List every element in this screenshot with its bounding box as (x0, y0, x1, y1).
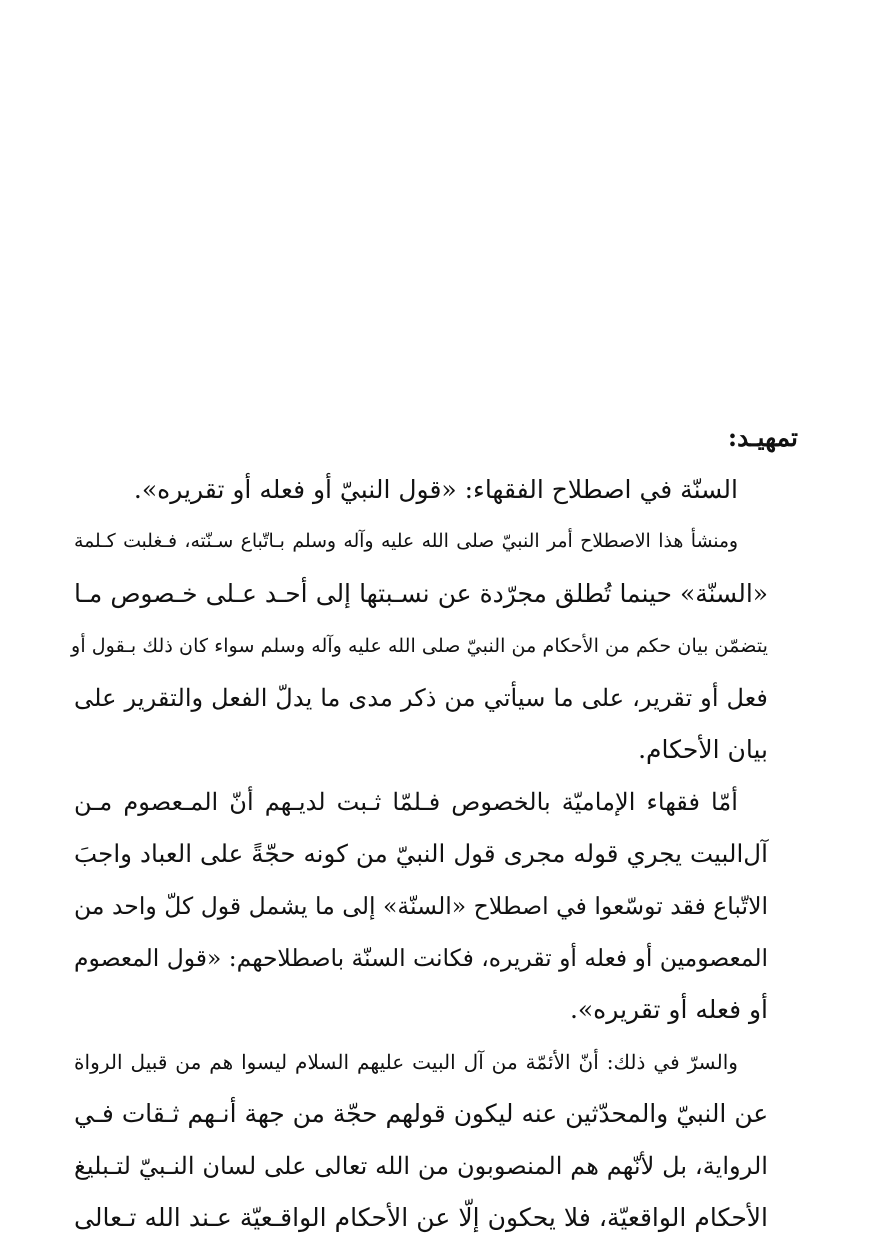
document-body (71, 412, 798, 1244)
text-line: والسرّ في ذلك: أنّ الأئمّة من آل البيت عليهم السلام ليسوا هم من قبيل الرواة (74, 1050, 738, 1074)
text-line: ومنشأ هذا الاصطلاح أمر النبيّ صلى الله عليه وآله وسلم بـاتّباع سـنّته، فـغلبت كـلمة (74, 531, 738, 552)
text-line: السنّة في اصطلاح الفقهاء: «قول النبيّ أو فعله أو تقريره». (133, 475, 738, 504)
text-line: الأحكام الواقعيّة، فلا يحكون إلّا عن الأحكام الواقـعيّة عـند الله تـعالى (74, 1203, 768, 1232)
section-heading: تمهيـد: (727, 423, 798, 452)
text-line: يتضمّن بيان حكم من الأحكام من النبيّ صلى الله عليه وآله وسلم سواء كان ذلك بـقول أو (71, 634, 768, 657)
text-line: الرواية، بل لأنّهم هم المنصوبون من الله تعالى على لسان النـبيّ لتـبليغ (74, 1152, 768, 1180)
text-line: المعصومين أو فعله أو تقريره، فكانت السنّة باصطلاحهم: «قول المعصوم (74, 944, 768, 972)
text-line: آل‌البيت يجري قوله مجرى قول النبيّ من كونه حجّةً على العباد واجبَ (74, 839, 768, 868)
paragraph-imamiyya (74, 776, 798, 1036)
text-line: بيان الأحكام. (638, 735, 768, 764)
text-line: أمّا فقهاء الإماميّة بالخصوص فـلمّا ثـبت لديـهم أنّ المـعصوم مـن (74, 788, 738, 816)
text-line: فعل أو تقرير، على ما سيأتي من ذكر مدى ما يدلّ الفعل والتقرير على (74, 684, 768, 712)
text-line: أو فعله أو تقريره». (569, 995, 768, 1024)
text-line: الاتّباع فقد توسّعوا في اصطلاح «السنّة» إلى ما يشمل قول كلّ واحد من (74, 892, 768, 920)
paragraph-reason (74, 1036, 798, 1244)
text-line: عن النبيّ والمحدّثين عنه ليكون قولهم حجّة من جهة أنـهم ثـقات فـي (74, 1099, 768, 1128)
paragraph-definition (74, 464, 798, 516)
paragraph-origin (71, 516, 798, 776)
text-line: «السنّة» حينما تُطلق مجرّدة عن نسـبتها إلى أحـد عـلى خـصوص مـا (74, 579, 768, 608)
